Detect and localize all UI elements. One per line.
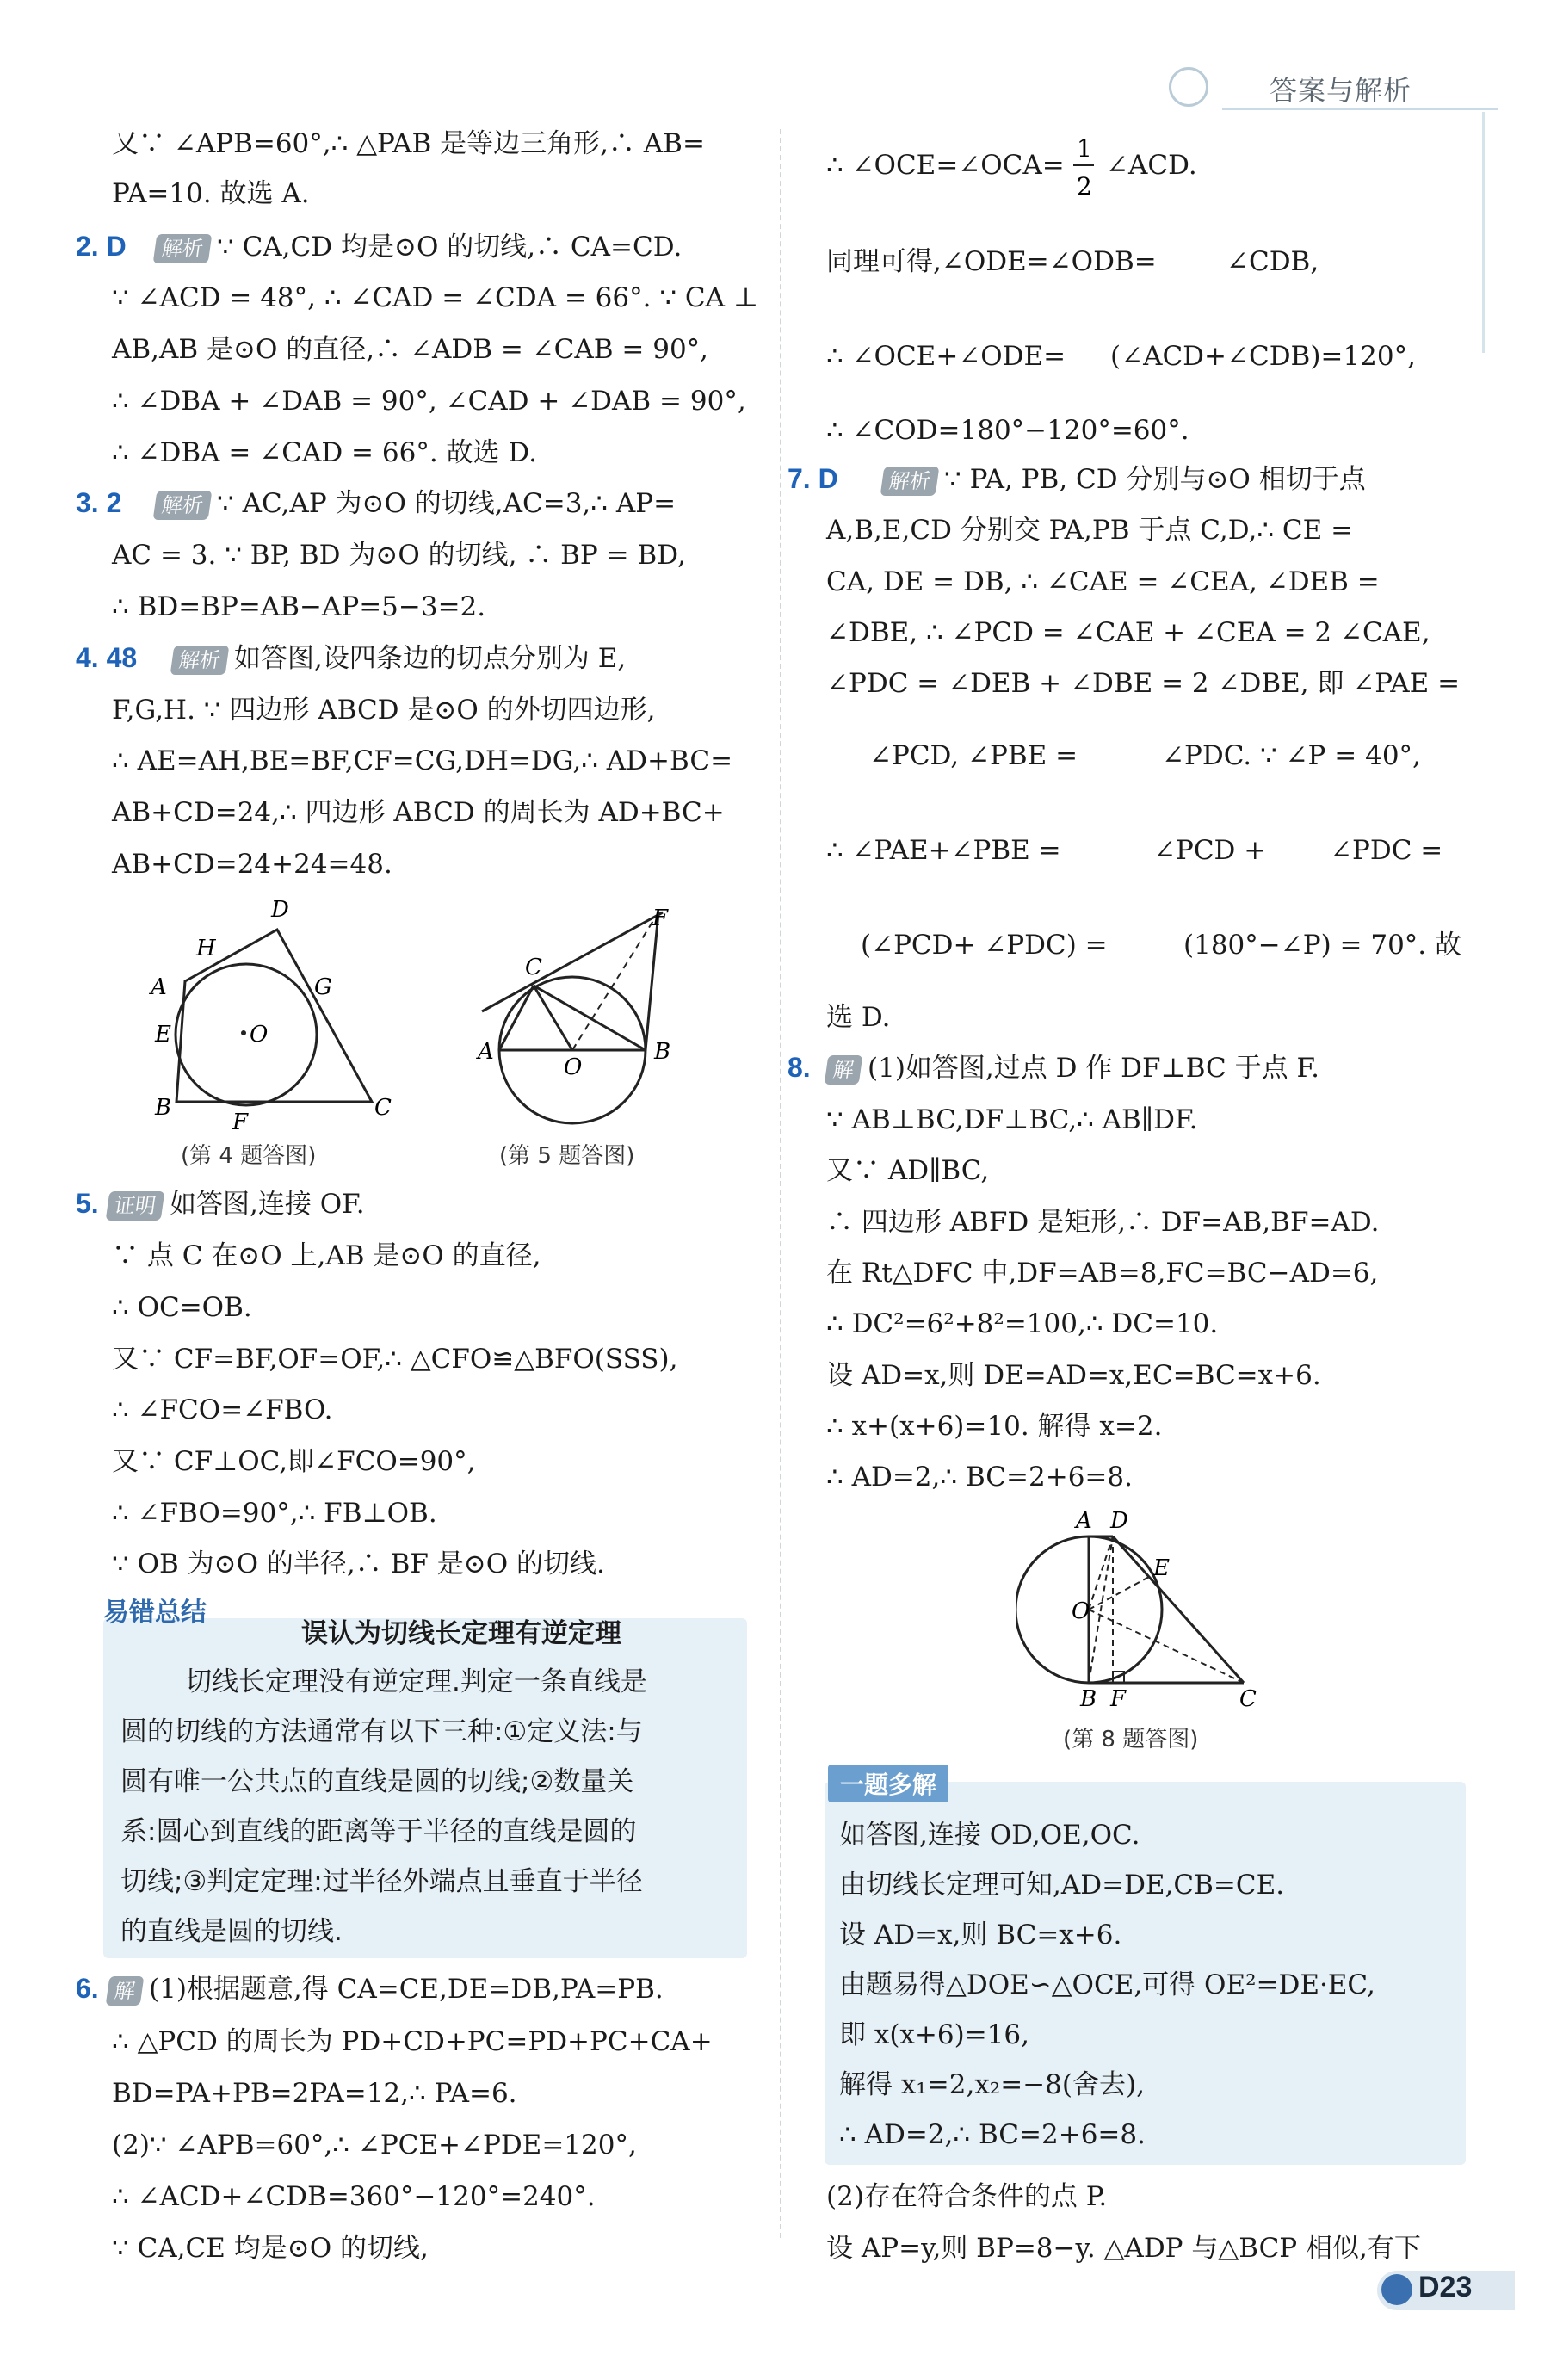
text-line: 切线长定理没有逆定理.判定一条直线是 xyxy=(185,1666,647,1697)
label: O xyxy=(250,1022,269,1048)
text-line: 又∵ CF⊥OC,即∠FCO=90°, xyxy=(112,1446,476,1477)
text-line: ∴ ∠OCE+∠ODE= xyxy=(826,341,1066,372)
label: B xyxy=(1080,1686,1097,1712)
text-line: ∴ ∠DBA = ∠CAD = 66°. 故选 D. xyxy=(112,437,537,468)
header-rule xyxy=(1222,108,1498,110)
text-line: AB,AB 是⊙O 的直径,∴ ∠ADB = ∠CAB = 90°, xyxy=(112,334,709,365)
segment xyxy=(534,986,646,1050)
text-line: ∴ DC²=6²+8²=100,∴ DC=10. xyxy=(826,1308,1219,1339)
segment-dc xyxy=(1113,1536,1244,1683)
text-span: 如答图,设四条边的切点分别为 E, xyxy=(234,643,627,674)
label: A xyxy=(1076,1508,1092,1534)
text-line: ∠PDC = ∠DEB + ∠DBE = 2 ∠DBE, 即 ∠PAE = xyxy=(826,668,1461,699)
figure-8-caption: (第 8 题答图) xyxy=(1063,1727,1199,1753)
column-divider xyxy=(780,129,782,2238)
text-line: 圆有唯一公共点的直线是圆的切线;②数量关 xyxy=(120,1766,634,1797)
text-line: 设 AD=x,则 DE=AD=x,EC=BC=x+6. xyxy=(826,1360,1321,1391)
text-line: (2)存在符合条件的点 P. xyxy=(826,2181,1108,2212)
text-line: 由题易得△DOE∽△OCE,可得 OE²=DE·EC, xyxy=(839,1969,1375,2000)
analysis-tag: 解析 xyxy=(880,467,940,496)
figure-5 xyxy=(473,904,697,1136)
text-line: AB+CD=24+24=48. xyxy=(112,849,392,880)
text-line: 圆的切线的方法通常有以下三种:①定义法:与 xyxy=(120,1716,643,1747)
answer-line xyxy=(164,640,626,677)
figure-4-caption: (第 4 题答图) xyxy=(181,1143,317,1169)
text-line: ∵ CA,CE 均是⊙O 的切线, xyxy=(112,2233,429,2264)
text-line: ∴ BD=BP=AB−AP=5−3=2. xyxy=(112,591,486,622)
text-line: ∴ OC=OB. xyxy=(112,1292,252,1323)
text-line: 又∵ ∠APB=60°,∴ △PAB 是等边三角形,∴ AB= xyxy=(112,128,705,159)
answer-line xyxy=(874,461,1366,498)
text-line: PA=10. 故选 A. xyxy=(112,178,310,209)
text-line: 切线;③判定定理:过半径外端点且垂直于半径 xyxy=(120,1866,643,1897)
dashed-oe xyxy=(1089,1577,1149,1610)
answer-line xyxy=(99,1185,365,1223)
answer-line xyxy=(99,1970,664,2008)
text-line: AC = 3. ∵ BP, BD 为⊙O 的切线, ∴ BP = BD, xyxy=(112,540,686,571)
label: B xyxy=(654,1039,671,1065)
answer-line xyxy=(146,228,682,266)
dashed-bd xyxy=(1089,1536,1113,1683)
text-line: A,B,E,CD 分别交 PA,PB 于点 C,D,∴ CE = xyxy=(826,515,1354,546)
text-line: 设 AP=y,则 BP=8−y. △ADP 与△BCP 相似,有下 xyxy=(826,2233,1421,2264)
label: E xyxy=(1153,1555,1170,1581)
label: F xyxy=(232,1110,249,1135)
label: C xyxy=(525,955,542,980)
page-number-icon xyxy=(1381,2274,1412,2305)
multi-solution-badge: 一题多解 xyxy=(828,1765,948,1802)
text-line: 又∵ CF=BF,OF=OF,∴ △CFO≌△BFO(SSS), xyxy=(112,1344,678,1375)
numerator: 1 xyxy=(1077,134,1092,163)
text-line: ∴ ∠FBO=90°,∴ FB⊥OB. xyxy=(112,1498,437,1529)
text-line: 如答图,连接 OD,OE,OC. xyxy=(839,1820,1140,1851)
label: A xyxy=(478,1039,494,1065)
text-line: ∠PDC. ∵ ∠P = 40°, xyxy=(1162,740,1421,771)
mascot-icon xyxy=(1169,67,1208,107)
text-line: 的直线是圆的切线. xyxy=(120,1916,343,1947)
text-span: 如答图,连接 OF. xyxy=(170,1189,365,1220)
solution-tag: 解 xyxy=(825,1055,863,1085)
analysis-tag: 解析 xyxy=(170,646,230,675)
text-line: 在 Rt△DFC 中,DF=AB=8,FC=BC−AD=6, xyxy=(826,1258,1379,1289)
text-line: 解得 x₁=2,x₂=−8(舍去), xyxy=(839,2069,1145,2100)
question-number: 5. xyxy=(76,1188,99,1219)
text-span: (1)如答图,过点 D 作 DF⊥BC 于点 F. xyxy=(868,1053,1320,1084)
text-line: ∵ OB 为⊙O 的半径,∴ BF 是⊙O 的切线. xyxy=(112,1549,605,1579)
label: O xyxy=(564,1054,583,1080)
text-line: (2)∵ ∠APB=60°,∴ ∠PCE+∠PDE=120°, xyxy=(112,2130,637,2161)
label: C xyxy=(374,1095,392,1121)
label: D xyxy=(1110,1508,1128,1534)
text-line: ∠CDB, xyxy=(1226,246,1319,277)
label: G xyxy=(314,974,332,1000)
text-line: ∵ AB⊥BC,DF⊥BC,∴ AB∥DF. xyxy=(826,1104,1198,1135)
text-span: (1)根据题意,得 CA=CE,DE=DB,PA=PB. xyxy=(149,1974,664,2005)
text-line: 同理可得,∠ODE=∠ODB= xyxy=(826,246,1157,277)
text-line: 即 x(x+6)=16, xyxy=(839,2019,1029,2050)
page-header xyxy=(1153,60,1515,121)
analysis-tag: 解析 xyxy=(153,234,213,263)
dashed-segment xyxy=(572,912,658,1050)
mistake-summary-heading: 误认为切线长定理有逆定理 xyxy=(301,1618,621,1649)
label: E xyxy=(155,1022,171,1048)
segment xyxy=(499,986,534,1050)
text-line: 选 D. xyxy=(826,1002,891,1033)
text-line: (∠ACD+∠CDB)=120°, xyxy=(1110,341,1416,372)
answer-line xyxy=(146,485,676,522)
question-number: 7. D xyxy=(788,463,838,494)
question-number: 3. 2 xyxy=(76,487,122,518)
text-line: ∴ AE=AH,BE=BF,CF=CG,DH=DG,∴ AD+BC= xyxy=(112,745,733,776)
question-number: 2. D xyxy=(76,231,127,262)
text-line: ∵ ∠ACD = 48°, ∴ ∠CAD = ∠CDA = 66°. ∵ CA ⊥ xyxy=(112,282,759,313)
text-line: ∠PDC = xyxy=(1330,835,1443,866)
text-line: ∴ AD=2,∴ BC=2+6=8. xyxy=(826,1462,1133,1493)
header-title: 答案与解析 xyxy=(1270,74,1412,107)
text-line: 设 AD=x,则 BC=x+6. xyxy=(839,1919,1122,1950)
answer-line xyxy=(818,1049,1319,1087)
question-number: 4. 48 xyxy=(76,642,138,673)
denominator: 2 xyxy=(1077,172,1092,201)
center-dot xyxy=(241,1030,246,1035)
figure-4 xyxy=(146,895,405,1136)
text-line: ∠PCD, ∠PBE = xyxy=(869,740,1078,771)
text-line: ∴ ∠OCE=∠OCA= xyxy=(826,150,1065,181)
text-line: ∴ ∠ACD+∠CDB=360°−120°=240°. xyxy=(112,2181,596,2212)
text-line: ∵ 点 C 在⊙O 上,AB 是⊙O 的直径, xyxy=(112,1240,541,1271)
analysis-tag: 解析 xyxy=(153,491,213,520)
label: F xyxy=(652,906,669,931)
text-line: ∴ x+(x+6)=10. 解得 x=2. xyxy=(826,1411,1163,1442)
mistake-summary-badge: 易错总结 xyxy=(103,1598,207,1628)
text-line: 系:圆心到直线的距离等于半径的直线是圆的 xyxy=(120,1816,637,1847)
text-line: ∠ACD. xyxy=(1106,150,1197,181)
text-line: 由切线长定理可知,AD=DE,CB=CE. xyxy=(839,1870,1285,1901)
inscribed-circle xyxy=(176,964,317,1105)
text-line: CA, DE = DB, ∴ ∠CAE = ∠CEA, ∠DEB = xyxy=(826,566,1380,597)
text-span: ∵ AC,AP 为⊙O 的切线,AC=3,∴ AP= xyxy=(217,488,676,519)
figure-8 xyxy=(1016,1506,1274,1722)
text-line: ∴ 四边形 ABFD 是矩形,∴ DF=AB,BF=AD. xyxy=(826,1207,1380,1238)
text-line: ∴ ∠FCO=∠FBO. xyxy=(112,1394,333,1425)
tangent-line xyxy=(482,912,663,1011)
label: F xyxy=(1110,1686,1127,1712)
label: H xyxy=(196,936,216,961)
text-line: ∴ ∠DBA + ∠DAB = 90°, ∠CAD + ∠DAB = 90°, xyxy=(112,386,746,417)
text-line: ∴ AD=2,∴ BC=2+6=8. xyxy=(839,2119,1146,2150)
question-number: 6. xyxy=(76,1973,99,2004)
text-line: (180°−∠P) = 70°. 故 xyxy=(1183,930,1462,961)
proof-tag: 证明 xyxy=(106,1191,165,1221)
text-line: ∠DBE, ∴ ∠PCD = ∠CAE + ∠CEA = 2 ∠CAE, xyxy=(826,617,1430,648)
label: C xyxy=(1239,1686,1257,1712)
text-line: ∴ ∠COD=180°−120°=60°. xyxy=(826,415,1189,446)
page-number: D23 xyxy=(1418,2271,1473,2303)
text-line: ∴ ∠PAE+∠PBE = xyxy=(826,835,1061,866)
text-line: AB+CD=24,∴ 四边形 ABCD 的周长为 AD+BC+ xyxy=(112,797,725,828)
question-number: 8. xyxy=(788,1052,811,1083)
side-decoration xyxy=(1482,112,1485,353)
tangent-line xyxy=(646,912,658,1050)
text-line: BD=PA+PB=2PA=12,∴ PA=6. xyxy=(112,2078,517,2109)
text-line: (∠PCD+ ∠PDC) = xyxy=(861,930,1108,961)
figure-5-caption: (第 5 题答图) xyxy=(499,1143,635,1169)
label: A xyxy=(151,974,167,1000)
label: O xyxy=(1072,1598,1090,1624)
text-line: 又∵ AD∥BC, xyxy=(826,1155,990,1186)
text-span: ∵ CA,CD 均是⊙O 的切线,∴ CA=CD. xyxy=(217,232,683,263)
text-line: ∠PCD + xyxy=(1153,835,1267,866)
label: D xyxy=(271,897,289,923)
text-line: F,G,H. ∵ 四边形 ABCD 是⊙O 的外切四边形, xyxy=(112,695,656,726)
fraction-half xyxy=(1072,129,1097,207)
text-span: ∵ PA, PB, CD 分别与⊙O 相切于点 xyxy=(944,464,1366,495)
solution-tag: 解 xyxy=(106,1976,145,2006)
text-line: ∴ △PCD 的周长为 PD+CD+PC=PD+PC+CA+ xyxy=(112,2026,713,2057)
label: B xyxy=(155,1095,172,1121)
